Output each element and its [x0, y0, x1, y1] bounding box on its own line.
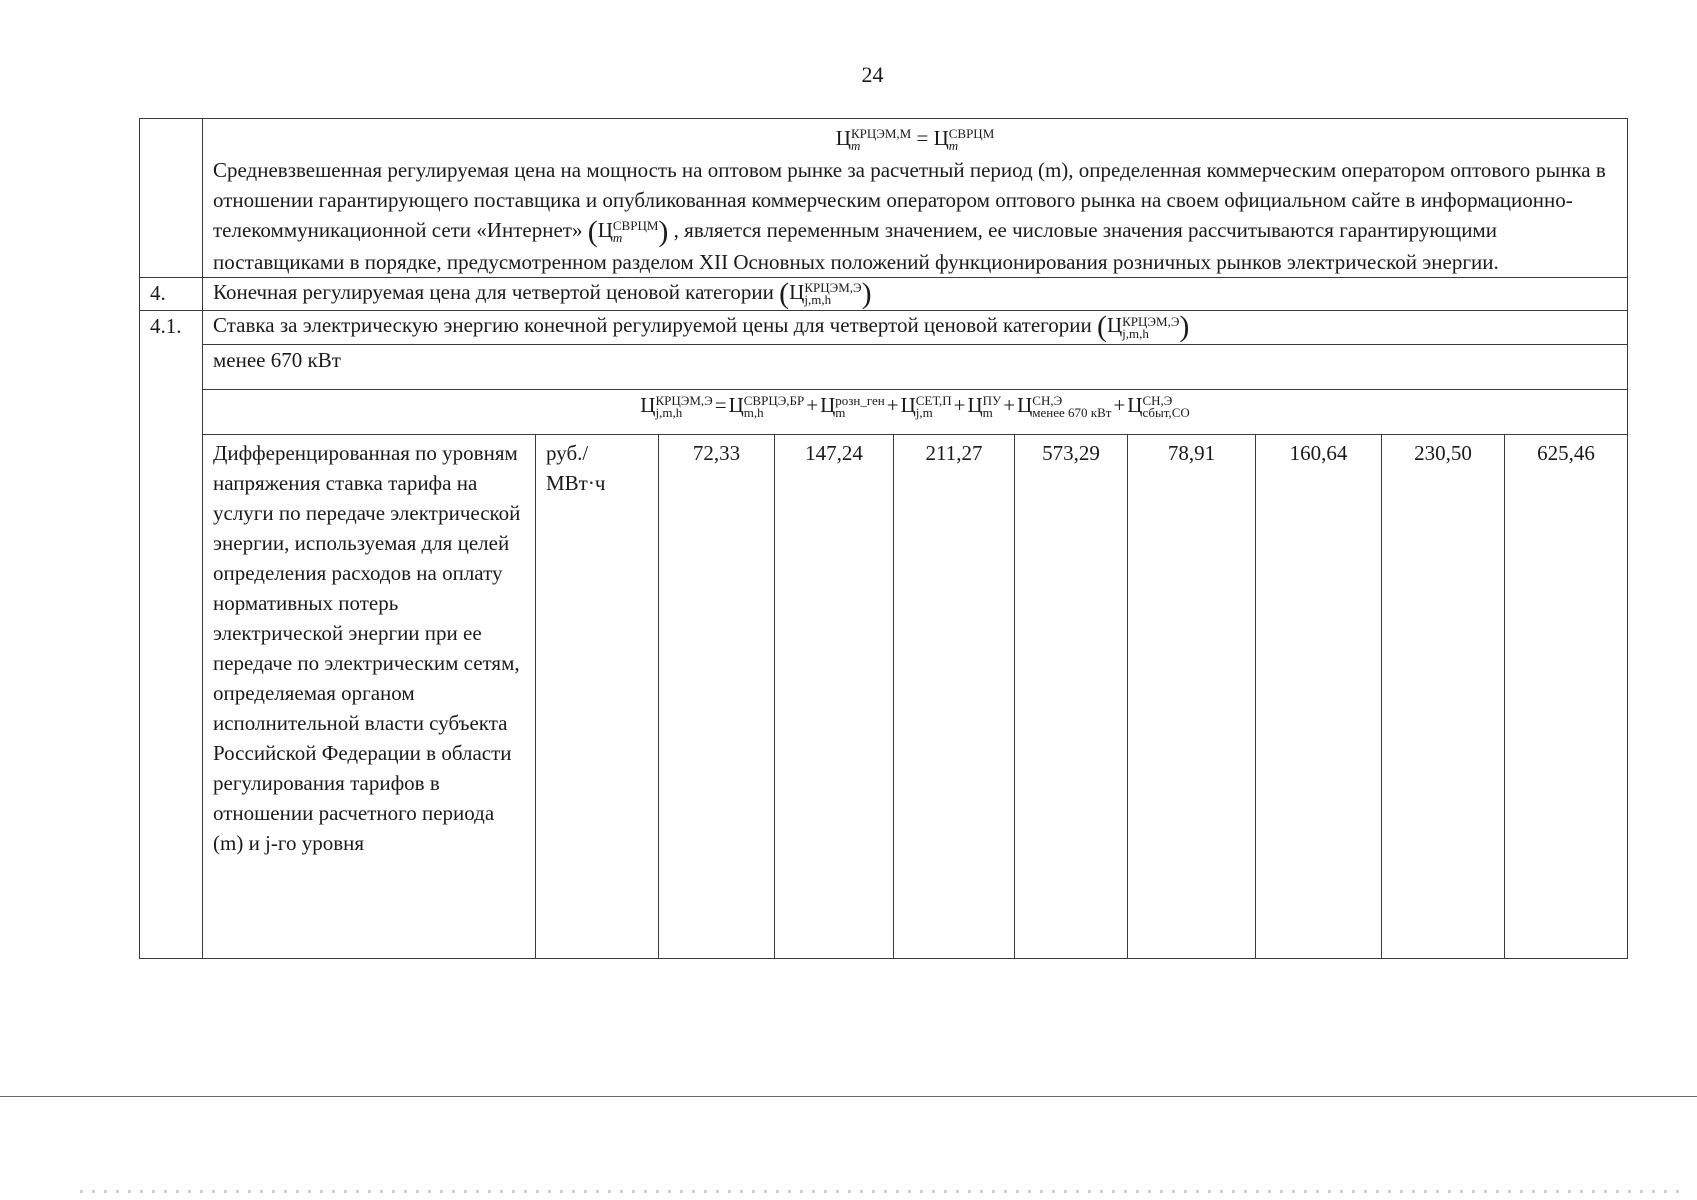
formula-term-symbol: Ц — [640, 392, 656, 417]
value-cell-2: 147,24 — [775, 434, 894, 958]
formula-term-indices — [835, 392, 885, 420]
row-unit-line2: МВт·ч — [546, 470, 606, 495]
section-4-1-symbol-sub: j,m,h — [1122, 325, 1149, 341]
section-3-content — [203, 119, 1628, 278]
formula-term-sub: m,h — [743, 404, 764, 420]
section-3-text: Средневзвешенная регулируемая цена на мощность на оптовом рынке за расчетный период (m), определенная коммерческим оператором оптового рынка в отношении гарантирующего поставщика и опубликованная коммерческим оператором оптового рынка на своем официальном сайте в информационно-телекоммуникационной сети «Интернет» (Ц СВРЦМ m ) , является переменным значением, ее числовые значения рассчитываются гарантирующими поставщиками в порядке, предусмотренном разделом XII Основных положений функционирования розничных рынков электрической энергии. — [213, 158, 1606, 275]
section-4-1-content: Ставка за электрическую энергию конечной регулируемой цены для четвертой ценовой категории (Ц КРЦЭМ,Э j,m,h ) — [203, 311, 1628, 344]
formula-term-sup: СН,Э — [1142, 392, 1173, 408]
formula-term-sup: СЕТ,П — [915, 392, 952, 408]
formula-term-indices — [915, 392, 952, 420]
section-4-1-text: Ставка за электрическую энергию конечной регулируемой цены для четвертой ценовой категории — [213, 313, 1092, 338]
formula-term-sup: СВРЦЭ,БР — [743, 392, 805, 408]
value-cell-7: 230,50 — [1382, 434, 1505, 958]
section-3-text-part2: , является переменным значением, ее числовые значения рассчитываются гарантирующими поставщиками в порядке, предусмотренном разделом XII Основных положений функционирования розничных рынков электрической энергии. — [213, 218, 1499, 275]
section-3-formula — [213, 121, 1617, 155]
formula-operator: + — [806, 392, 819, 417]
section-4-row — [140, 278, 1628, 311]
formula-term-indices — [1032, 392, 1112, 420]
value-cell-1: 72,33 — [659, 434, 775, 958]
formula-term-symbol: Ц — [728, 392, 744, 417]
formula-symbol: Ц — [835, 126, 851, 150]
section-4-symbol-sup: КРЦЭМ,Э — [804, 280, 862, 296]
value-cell-8: 625,46 — [1505, 434, 1628, 958]
section-4-1-number: 4.1. — [140, 311, 203, 958]
subheader-row — [140, 344, 1628, 389]
inline-symbol-sup: СВРЦМ — [612, 218, 659, 234]
row-description: Дифференцированная по уровням напряжения ставка тарифа на услуги по передаче электрической энергии, используемая для целей определения расходов на оплату нормативных потерь электрической энергии при ее передаче по электрическим сетям, определяемая органом исполнительной власти субъекта Российской Федерации в области регулирования тарифов в отношении расчетного периода (m) и j-го уровня — [203, 434, 536, 958]
formula-equals: = — [916, 126, 929, 150]
formula-term-sup: КРЦЭМ,Э — [655, 392, 713, 408]
formula-term-symbol: Ц — [900, 392, 916, 417]
formula-term-indices — [1142, 392, 1190, 420]
formula-sup: КРЦЭМ,М — [850, 126, 912, 142]
formula-term-symbol: Ц — [820, 392, 836, 417]
formula-term-indices — [743, 392, 805, 420]
section-4-symbol: Ц — [789, 280, 805, 305]
formula-operator: + — [1003, 392, 1016, 417]
tariff-table — [139, 118, 1628, 959]
scan-artifact-dots — [80, 1190, 1680, 1193]
section-4-text: Конечная регулируемая цена для четвертой ценовой категории — [213, 280, 774, 305]
formula-operator: = — [714, 392, 727, 417]
section-3-text-part1: Средневзвешенная регулируемая цена на мощность на оптовом рынке за расчетный период (m), определенная коммерческим оператором оптового рынка в отношении гарантирующего поставщика и опубликованная коммерческим оператором оптового рынка на своем официальном сайте в информационно-телекоммуникационной сети «Интернет» — [213, 158, 1606, 242]
section-3-row — [140, 119, 1628, 278]
value-cell-6: 160,64 — [1256, 434, 1382, 958]
formula-term-sup: розн_ген — [835, 392, 885, 408]
subheader-cell: менее 670 кВт — [203, 344, 1628, 389]
section-4-1-row — [140, 311, 1628, 344]
formula-operator: + — [1113, 392, 1126, 417]
formula-term-symbol: Ц — [1017, 392, 1033, 417]
formula-sup: СВРЦМ — [948, 126, 995, 142]
section-3-number-cell — [140, 119, 203, 278]
formula-term-sub: j,m,h — [655, 404, 683, 420]
formula-term-sub: сбыт,СО — [1142, 404, 1190, 420]
formula-operator: + — [953, 392, 966, 417]
section-4-1-symbol-sup: КРЦЭМ,Э — [1122, 313, 1180, 329]
table-row — [140, 434, 1628, 958]
section-4-1-formula — [203, 389, 1628, 434]
formula-term-sub: менее 670 кВт — [1032, 404, 1112, 420]
footer-divider — [0, 1096, 1697, 1097]
inline-symbol-sub: m — [612, 230, 623, 246]
formula-term-symbol: Ц — [967, 392, 983, 417]
value-cell-3: 211,27 — [894, 434, 1015, 958]
formula-term-indices — [982, 392, 1002, 420]
row-unit-line1: руб./ — [546, 440, 589, 465]
formula-term-symbol: Ц — [1127, 392, 1143, 417]
section-4-number: 4. — [140, 278, 203, 311]
formula-symbol: Ц — [933, 126, 949, 150]
formula-sub: m — [948, 138, 959, 154]
formula-term-sub: m — [982, 404, 993, 420]
formula-term-sub: m — [835, 404, 846, 420]
value-cell-4: 573,29 — [1015, 434, 1128, 958]
formula-term-indices — [655, 392, 713, 420]
formula-term-sub: j,m — [915, 404, 933, 420]
formula-row — [140, 389, 1628, 434]
section-4-content: Конечная регулируемая цена для четвертой ценовой категории (Ц КРЦЭМ,Э j,m,h ) — [203, 278, 1628, 311]
formula-sub: m — [850, 138, 861, 154]
page-number: 24 — [861, 62, 884, 87]
formula-terms — [640, 392, 1190, 420]
formula-term-sup: ПУ — [982, 392, 1002, 408]
formula-term-sup: СН,Э — [1032, 392, 1063, 408]
formula-operator: + — [886, 392, 899, 417]
section-4-symbol-sub: j,m,h — [804, 292, 832, 308]
row-unit — [536, 434, 659, 958]
section-4-1-symbol: Ц — [1106, 313, 1123, 338]
inline-symbol: Ц — [597, 218, 613, 242]
value-cell-5: 78,91 — [1128, 434, 1256, 958]
